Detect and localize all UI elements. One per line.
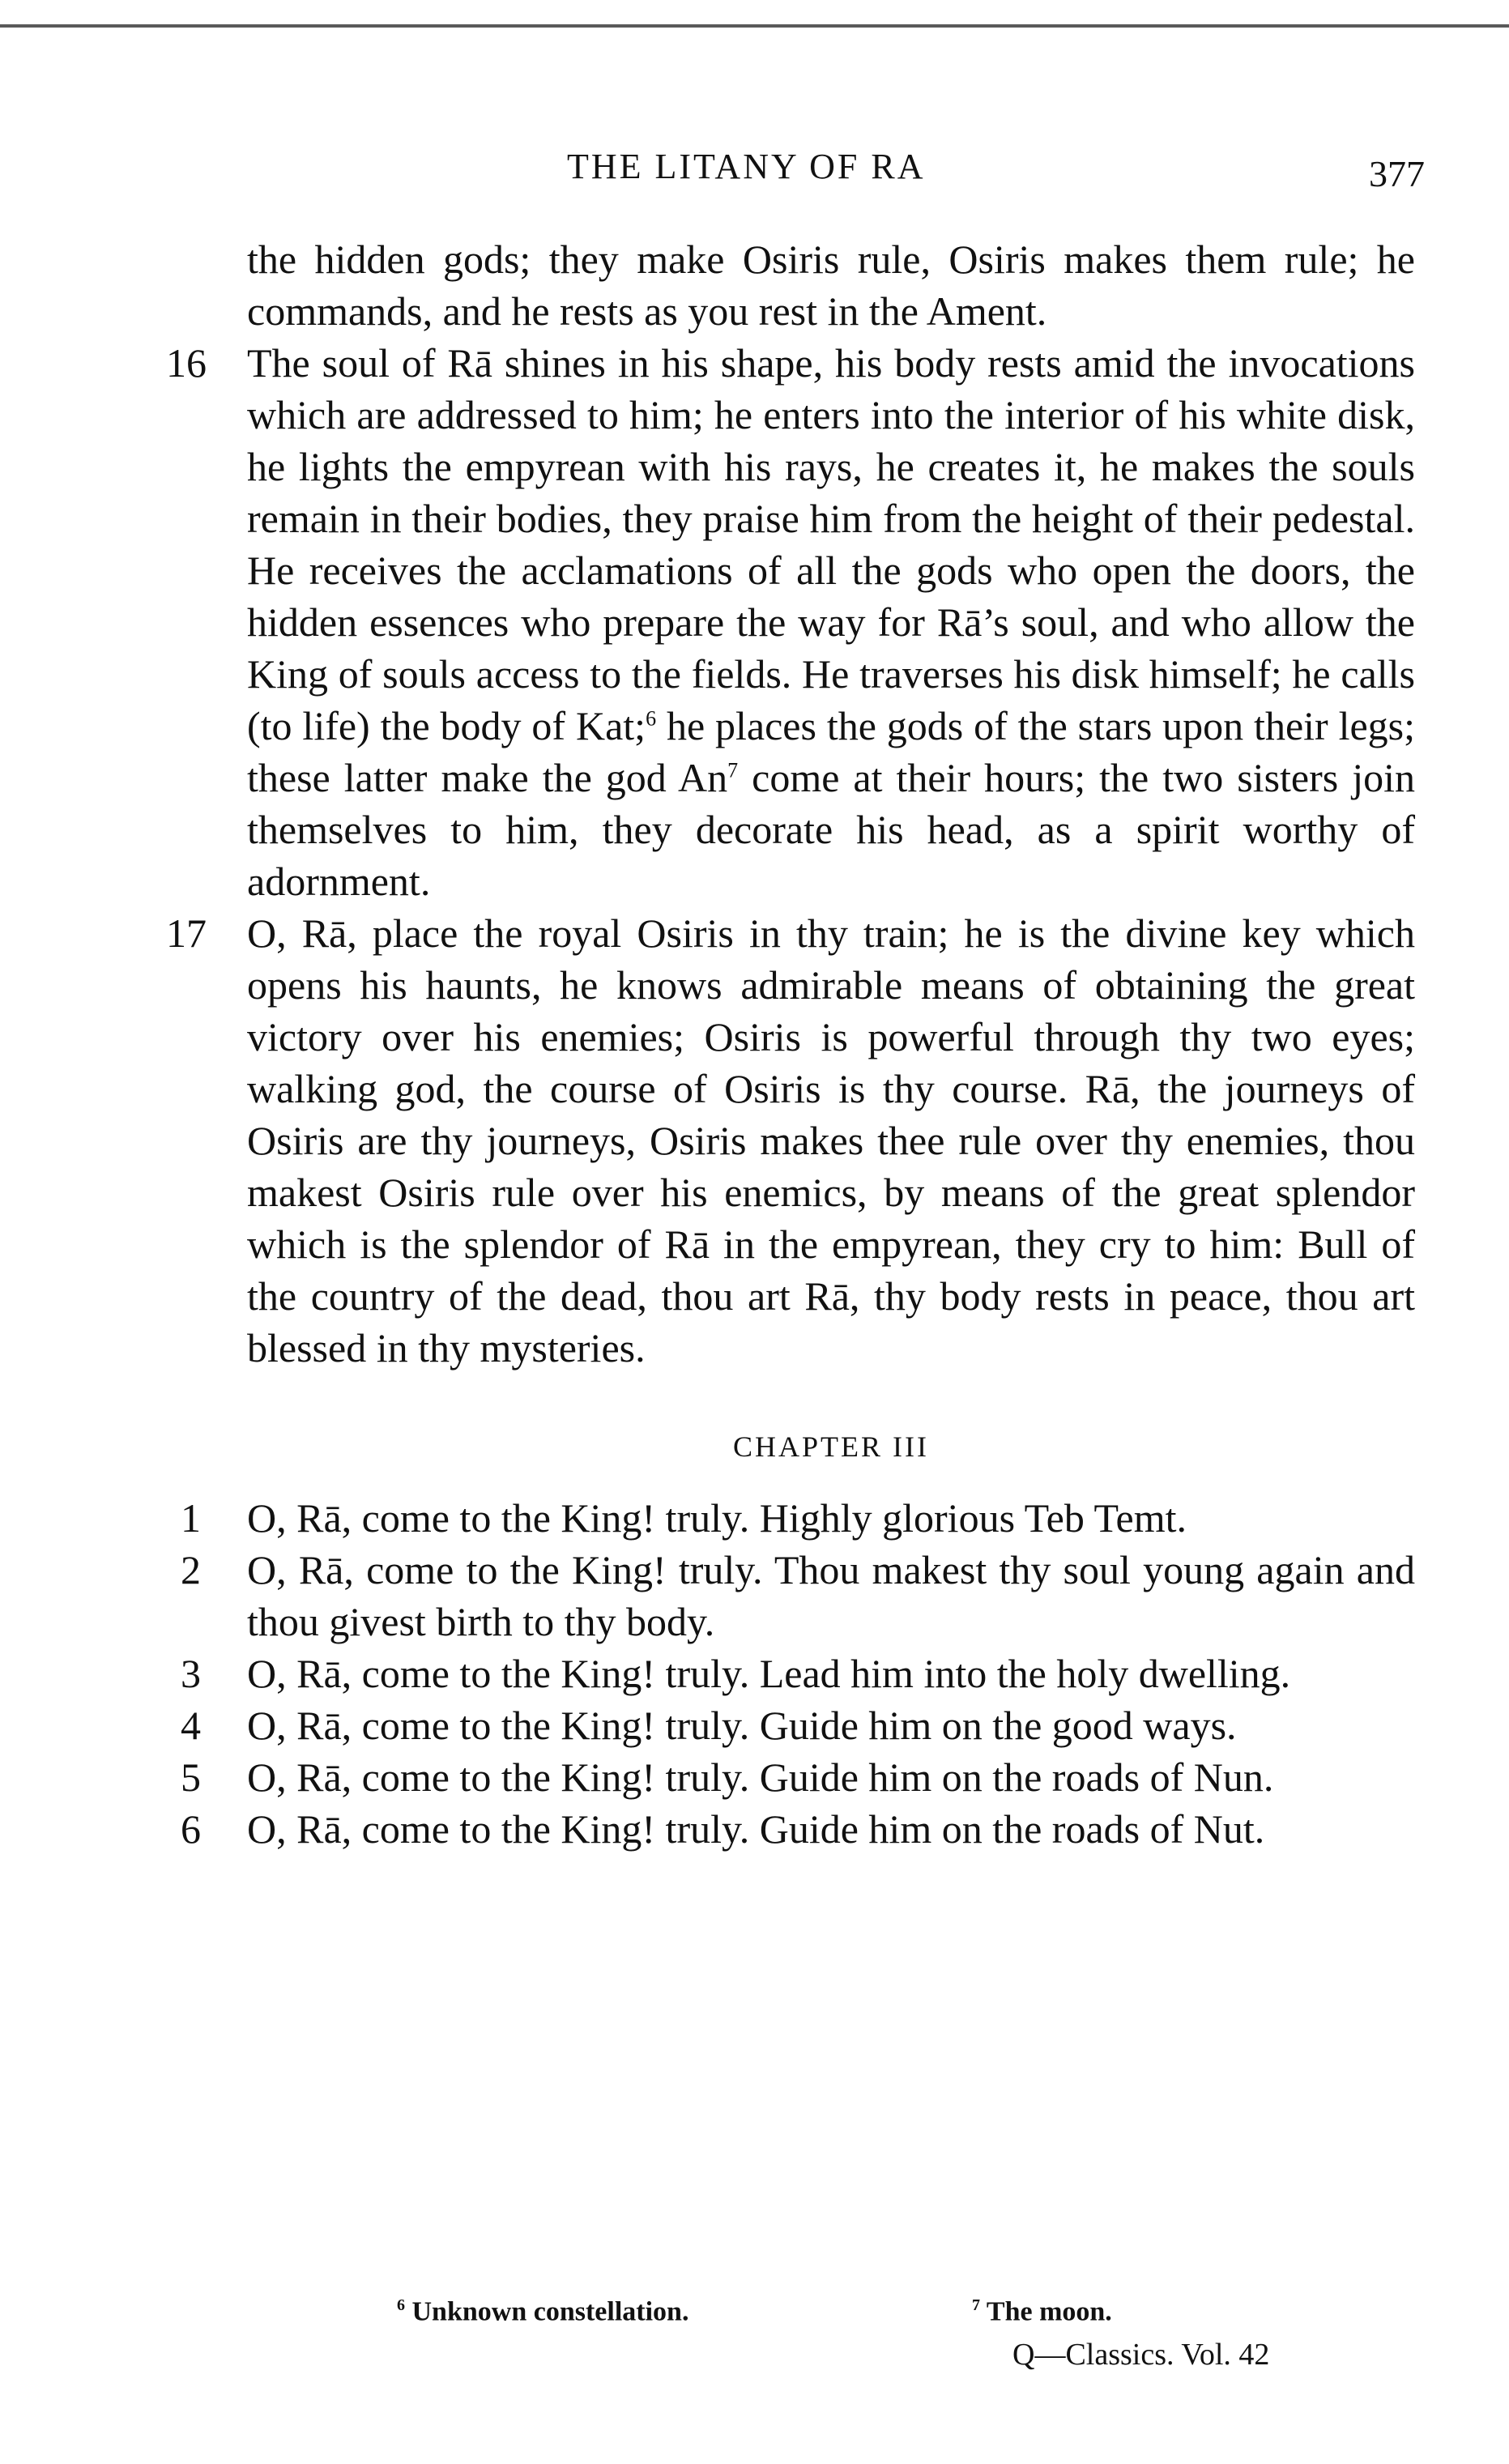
- paragraph-section-17: [166, 907, 1415, 1374]
- main-text: [166, 233, 1416, 1855]
- paragraph-continuation: [247, 233, 1415, 337]
- litany-item: [181, 1751, 1415, 1803]
- footnote-text: The moon.: [986, 2296, 1112, 2327]
- litany-item: [181, 1648, 1415, 1699]
- section-number: 16: [166, 340, 207, 386]
- paragraph-text: he places the gods of the stars upon their legs; these latter make the god An: [247, 703, 1416, 800]
- running-head: [0, 146, 1509, 194]
- footnote-mark: 7: [972, 2296, 980, 2314]
- page-number: 377: [1369, 153, 1425, 194]
- footnote-text: Unknown constellation.: [411, 2296, 689, 2327]
- footnote-ref: 7: [727, 758, 739, 782]
- item-number: 4: [181, 1703, 201, 1748]
- footnote-ref: 6: [646, 706, 657, 731]
- item-number: 6: [181, 1806, 201, 1852]
- section-number: 17: [166, 910, 207, 956]
- printer-signature: Q—Classics. Vol. 42: [1012, 2338, 1270, 2372]
- footnote-6: [397, 2296, 688, 2327]
- item-text: O, Rā, come to the King! truly. Highly glorious Teb Temt.: [247, 1495, 1187, 1541]
- top-edge-rule: [0, 24, 1509, 28]
- running-title: THE LITANY OF RA: [567, 147, 926, 186]
- item-text: O, Rā, come to the King! truly. Lead him into the holy dwelling.: [247, 1651, 1291, 1696]
- item-text: O, Rā, come to the King! truly. Thou makest thy soul young again and thou givest birth to thy body.: [247, 1547, 1415, 1644]
- item-number: 2: [181, 1547, 201, 1592]
- item-number: 1: [181, 1495, 201, 1541]
- litany-item: [181, 1803, 1415, 1855]
- paragraph-text: O, Rā, place the royal Osiris in thy train; he is the divine key which opens his haunts, he knows admirable means of obtaining the great victory over his enemies; Osiris is powerful through thy two eyes; walking god, the course of Osiris is thy course. Rā, the journeys of Osiris are thy journeys, Osiris makes thee rule over thy enemies, thou makest Osiris rule over his enemics, by means of the great splendor which is the splendor of Rā in the empyrean, they cry to him: Bull of the country of the dead, thou art Rā, thy body rests in peace, thou art blessed in thy mysteries.: [247, 910, 1415, 1371]
- paragraph-text: come at their hours; the two sisters join themselves to him, they decorate his head, as a spirit worthy of adornment.: [247, 755, 1416, 904]
- item-text: O, Rā, come to the King! truly. Guide him on the roads of Nut.: [247, 1806, 1265, 1852]
- paragraph-text: The soul of Rā shines in his shape, his body rests amid the invocations which are addressed to him; he enters into the interior of his white disk, he lights the empyrean with his rays, he creates it, he makes the souls remain in their bodies, they praise him from the height of their pedestal. He receives the acclamations of all the gods who open the doors, the hidden essences who prepare the way for Rā’s soul, and who allow the King of souls access to the fields. He traverses his disk himself; he calls (to life) the body of Kat;: [247, 340, 1415, 748]
- paragraph-section-16: [166, 337, 1416, 907]
- litany-item: [181, 1544, 1415, 1648]
- item-number: 3: [181, 1651, 201, 1696]
- footnote-mark: 6: [397, 2296, 405, 2314]
- item-text: O, Rā, come to the King! truly. Guide him on the good ways.: [247, 1703, 1237, 1748]
- item-number: 5: [181, 1754, 201, 1800]
- litany-item: [181, 1699, 1415, 1751]
- litany-item: [181, 1492, 1415, 1544]
- paragraph-text: the hidden gods; they make Osiris rule, Osiris makes them rule; he commands, and he rests as you rest in the Ament.: [247, 237, 1415, 334]
- chapter-heading: CHAPTER III: [733, 1430, 929, 1463]
- item-text: O, Rā, come to the King! truly. Guide him on the roads of Nun.: [247, 1754, 1274, 1800]
- footnote-7: [972, 2296, 1112, 2327]
